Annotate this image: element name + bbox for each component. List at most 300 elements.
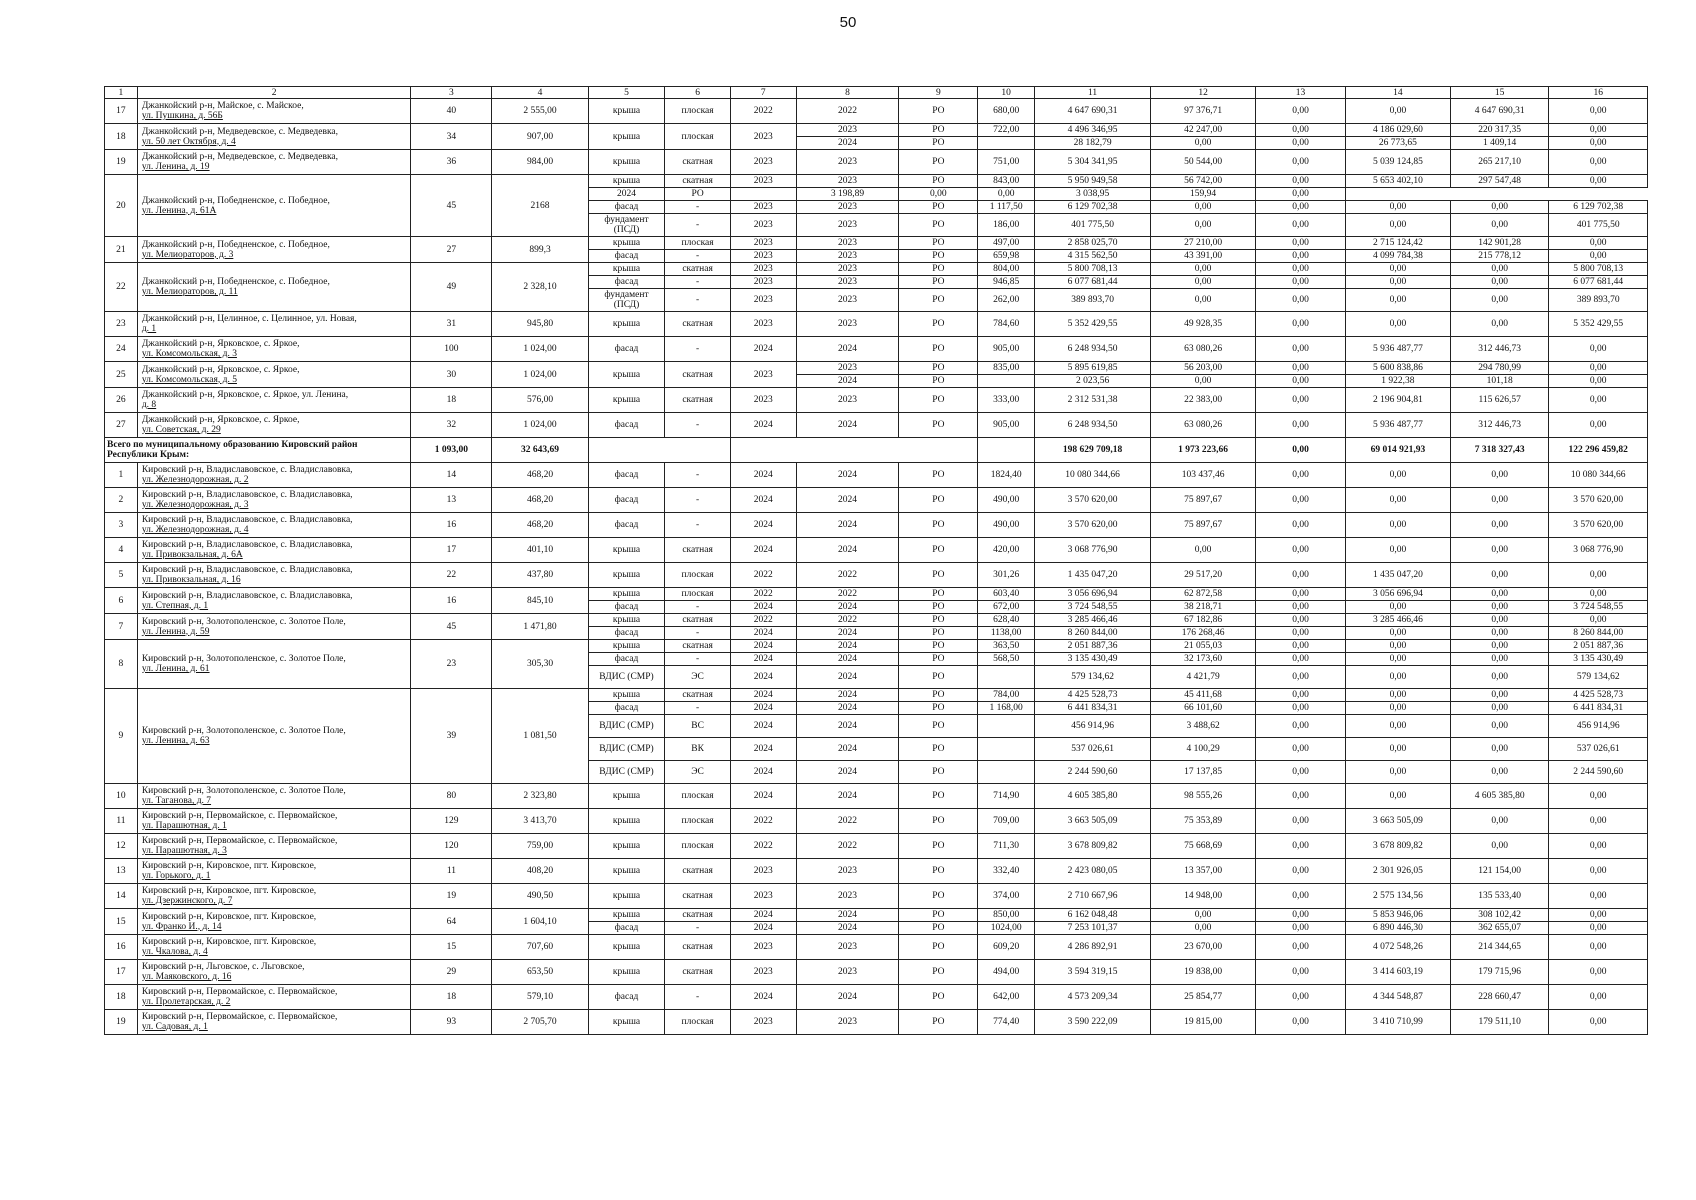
value-cell-c15: 312 446,73 bbox=[1450, 413, 1548, 438]
value-cell-c11: 3 285 466,46 bbox=[1035, 614, 1151, 627]
value-cell-c6: - bbox=[665, 201, 731, 214]
value-cell-c9: РО bbox=[899, 985, 978, 1010]
total-label: Всего по муниципальному образованию Кировский район Республики Крым: bbox=[105, 438, 411, 463]
value-cell-c5: фасад bbox=[588, 601, 665, 614]
value-cell-c12: 75 668,69 bbox=[1151, 834, 1256, 859]
value-cell-c14: 3 678 809,82 bbox=[1345, 834, 1450, 859]
value-cell-c15: 215 778,12 bbox=[1450, 250, 1548, 263]
value-cell-c12: 25 854,77 bbox=[1151, 985, 1256, 1010]
value-cell-c8: 2023 bbox=[796, 150, 899, 175]
address-street: ул. Чкалова, д. 4 bbox=[141, 947, 208, 957]
value-cell-c8: 2023 bbox=[796, 214, 899, 237]
value-cell-c5: ВДИС (СМР) bbox=[588, 715, 665, 738]
area-cell: 468,20 bbox=[492, 513, 588, 538]
value-cell-c13: 0,00 bbox=[1256, 276, 1346, 289]
value-cell-c5: крыша bbox=[588, 884, 665, 909]
value-cell-c11: 8 260 844,00 bbox=[1035, 627, 1151, 640]
address-line: Кировский р-н, Золотополенское, с. Золотое Поле, bbox=[141, 616, 346, 627]
address-line: Кировский р-н, Кировское, пгт. Кировское, bbox=[141, 861, 317, 871]
value-cell-c14: 5 853 946,06 bbox=[1345, 909, 1450, 922]
value-cell-c10: 672,00 bbox=[978, 601, 1035, 614]
value-cell-c5: крыша bbox=[588, 124, 665, 150]
value-cell-c16: 0,00 bbox=[1549, 859, 1648, 884]
value-cell-c8: 2024 bbox=[796, 738, 899, 761]
address-line: Кировский р-н, Кировское, пгт. Кировское, bbox=[141, 911, 317, 922]
value-cell-c10: 946,85 bbox=[978, 276, 1035, 289]
value-cell-c5: крыша bbox=[588, 960, 665, 985]
value-cell-c13: 0,00 bbox=[1256, 563, 1346, 588]
value-cell-c7: 2024 bbox=[730, 985, 796, 1010]
value-cell-c8: 2023 bbox=[796, 175, 899, 188]
value-cell-c6: - bbox=[665, 601, 731, 614]
value-cell-c11: 6 077 681,44 bbox=[1035, 276, 1151, 289]
value-cell-c16: 2 244 590,60 bbox=[1549, 761, 1648, 784]
table-row bbox=[105, 237, 1648, 250]
apartments-cell: 129 bbox=[411, 809, 492, 834]
value-cell-c9: РО bbox=[899, 640, 978, 653]
address-street: ул. Железнодорожная, д. 2 bbox=[141, 475, 249, 485]
value-cell-c16: 0,00 bbox=[1549, 137, 1648, 150]
address-street: д. 8 bbox=[141, 400, 157, 410]
value-cell-c16: 0,00 bbox=[1549, 935, 1648, 960]
value-cell-c13: 0,00 bbox=[1256, 388, 1346, 413]
table-row bbox=[105, 884, 1648, 909]
value-cell-c8: 2024 bbox=[796, 137, 899, 150]
value-cell-c8: 2023 bbox=[796, 263, 899, 276]
value-cell-c11: 5 950 949,58 bbox=[1035, 175, 1151, 188]
area-cell: 408,20 bbox=[492, 859, 588, 884]
address-street: ул. Степная, д. 1 bbox=[141, 600, 209, 611]
value-cell-c13: 0,00 bbox=[1256, 488, 1346, 513]
capital-repair-table bbox=[104, 86, 1648, 1035]
value-cell-c8: 2024 bbox=[796, 413, 899, 438]
value-cell-c11: 2 423 080,05 bbox=[1035, 859, 1151, 884]
column-number-header: 11 bbox=[1035, 87, 1151, 99]
value-cell-c15: 228 660,47 bbox=[1450, 985, 1548, 1010]
value-cell-c13: 0,00 bbox=[1256, 640, 1346, 653]
value-cell-c8: 2024 bbox=[796, 985, 899, 1010]
value-cell-c12: 13 357,00 bbox=[1151, 859, 1256, 884]
value-cell-c13: 0,00 bbox=[1256, 150, 1346, 175]
area-cell: 401,10 bbox=[492, 538, 588, 563]
value-cell-c7: 2023 bbox=[730, 859, 796, 884]
address-cell bbox=[137, 513, 411, 538]
address-line: Кировский р-н, Владиславовское, с. Владиславовка, bbox=[141, 590, 353, 601]
value-cell-c12: 50 544,00 bbox=[1151, 150, 1256, 175]
value-cell-c11: 4 573 209,34 bbox=[1035, 985, 1151, 1010]
value-cell-c6: - bbox=[665, 488, 731, 513]
value-cell-c8: 2024 bbox=[796, 488, 899, 513]
row-number-cell: 17 bbox=[105, 960, 138, 985]
value-cell-c13: 0,00 bbox=[1256, 250, 1346, 263]
value-cell-c16: 0,00 bbox=[1549, 614, 1648, 627]
column-number-header: 4 bbox=[492, 87, 588, 99]
value-cell-c5: крыша bbox=[588, 175, 665, 188]
value-cell-c9: РО bbox=[899, 715, 978, 738]
value-cell-c6: скатная bbox=[665, 614, 731, 627]
value-cell-c11: 2 710 667,96 bbox=[1035, 884, 1151, 909]
value-cell-c15: 179 511,10 bbox=[1450, 1010, 1548, 1035]
value-cell-c10: 835,00 bbox=[978, 362, 1035, 375]
apartments-cell: 93 bbox=[411, 1010, 492, 1035]
value-cell-c6: скатная bbox=[665, 859, 731, 884]
value-cell-c13: 0,00 bbox=[1256, 362, 1346, 375]
area-cell: 1 081,50 bbox=[492, 689, 588, 784]
value-cell-c10: 850,00 bbox=[978, 909, 1035, 922]
address-cell bbox=[137, 150, 411, 175]
value-cell-c15: 0,00 bbox=[1450, 640, 1548, 653]
value-cell-c7: 2024 bbox=[730, 513, 796, 538]
value-cell-c8: 2023 bbox=[796, 884, 899, 909]
value-cell-c12: 176 268,46 bbox=[1151, 627, 1256, 640]
value-cell-c5: крыша bbox=[588, 388, 665, 413]
address-line: Кировский р-н, Владиславовское, с. Владиславовка, bbox=[141, 565, 353, 575]
address-line: Джанкойский р-н, Медведевское, с. Медведевка, bbox=[141, 126, 339, 137]
value-cell-c12: 27 210,00 bbox=[1151, 237, 1256, 250]
value-cell-c5: крыша bbox=[588, 563, 665, 588]
value-cell-c5: ВДИС (СМР) bbox=[588, 666, 665, 689]
value-cell-c13: 0,00 bbox=[1256, 784, 1346, 809]
value-cell-c8: 2024 bbox=[796, 375, 899, 388]
value-cell-c16: 0,00 bbox=[1549, 175, 1648, 188]
value-cell-c10: 1 117,50 bbox=[978, 201, 1035, 214]
value-cell-c16: 0,00 bbox=[1549, 99, 1648, 124]
value-cell-c6: ВС bbox=[665, 715, 731, 738]
value-cell-c10: 714,90 bbox=[978, 784, 1035, 809]
value-cell-c16: 0,00 bbox=[1549, 985, 1648, 1010]
value-cell-c5: фасад bbox=[588, 201, 665, 214]
value-cell-c6: - bbox=[665, 653, 731, 666]
value-cell-c7: 2022 bbox=[730, 809, 796, 834]
value-cell-c14: 3 663 505,09 bbox=[1345, 809, 1450, 834]
value-cell-c12: 0,00 bbox=[1151, 214, 1256, 237]
value-cell-c6: - bbox=[665, 627, 731, 640]
value-cell-c6: скатная bbox=[665, 884, 731, 909]
value-cell-c5: фундамент (ПСД) bbox=[588, 214, 665, 237]
value-cell-c12: 56 203,00 bbox=[1151, 362, 1256, 375]
value-cell-c15: 159,94 bbox=[1151, 188, 1256, 201]
value-cell-c11: 3 135 430,49 bbox=[1035, 653, 1151, 666]
value-cell-c9: РО bbox=[899, 99, 978, 124]
area-cell: 759,00 bbox=[492, 834, 588, 859]
area-cell: 907,00 bbox=[492, 124, 588, 150]
row-number-cell: 18 bbox=[105, 985, 138, 1010]
value-cell-c8: 2022 bbox=[796, 834, 899, 859]
value-cell-c9: РО bbox=[899, 413, 978, 438]
apartments-cell: 11 bbox=[411, 859, 492, 884]
value-cell-c7: 2024 bbox=[730, 488, 796, 513]
value-cell-c5: крыша bbox=[588, 689, 665, 702]
value-cell-c9: РО bbox=[899, 627, 978, 640]
value-cell-c7: 2024 bbox=[730, 689, 796, 702]
value-cell-c9: РО bbox=[899, 289, 978, 312]
value-cell-c15: 0,00 bbox=[1450, 715, 1548, 738]
area-cell: 437,80 bbox=[492, 563, 588, 588]
address-cell bbox=[137, 784, 411, 809]
value-cell-c7: 2023 bbox=[730, 935, 796, 960]
value-cell-c5: крыша bbox=[588, 614, 665, 627]
value-cell-c7: 2023 bbox=[730, 201, 796, 214]
value-cell-c15: 0,00 bbox=[1450, 666, 1548, 689]
value-cell-c9: РО bbox=[899, 859, 978, 884]
row-number-cell: 22 bbox=[105, 263, 138, 312]
value-cell-c7: 2023 bbox=[730, 388, 796, 413]
value-cell-c12: 0,00 bbox=[1151, 137, 1256, 150]
value-cell-c16: 0,00 bbox=[1549, 150, 1648, 175]
row-number-cell: 3 bbox=[105, 513, 138, 538]
value-cell-c11: 7 253 101,37 bbox=[1035, 922, 1151, 935]
value-cell-c8: 2024 bbox=[796, 337, 899, 362]
value-cell-c15: 0,00 bbox=[1450, 809, 1548, 834]
address-street: ул. Ленина, д. 61А bbox=[141, 205, 217, 216]
value-cell-c6: плоская bbox=[665, 124, 731, 150]
value-cell-c11: 6 248 934,50 bbox=[1035, 413, 1151, 438]
value-cell-c15: 312 446,73 bbox=[1450, 337, 1548, 362]
value-cell-c12: 22 383,00 bbox=[1151, 388, 1256, 413]
address-street: ул. Железнодорожная, д. 3 bbox=[141, 500, 249, 510]
value-cell-c11: 6 248 934,50 bbox=[1035, 337, 1151, 362]
value-cell-c10: 1024,00 bbox=[978, 922, 1035, 935]
row-number-cell: 5 bbox=[105, 563, 138, 588]
value-cell-c13: 0,00 bbox=[1256, 375, 1346, 388]
table-row bbox=[105, 1010, 1648, 1035]
value-cell-c5: фасад bbox=[588, 337, 665, 362]
address-street: ул. Привокзальная, д. 6А bbox=[141, 550, 243, 560]
value-cell-c9: РО bbox=[899, 276, 978, 289]
address-street: ул. Парашютная, д. 3 bbox=[141, 846, 227, 856]
value-cell-c14: 4 099 784,38 bbox=[1345, 250, 1450, 263]
value-cell-c9: РО bbox=[899, 375, 978, 388]
value-cell-c13: 0,00 bbox=[1256, 263, 1346, 276]
area-cell: 1 024,00 bbox=[492, 362, 588, 388]
table-row bbox=[105, 859, 1648, 884]
address-line: Кировский р-н, Золотополенское, с. Золотое Поле, bbox=[141, 786, 346, 796]
address-line: Джанкойский р-н, Победненское, с. Победное, bbox=[141, 239, 330, 250]
row-number-cell: 10 bbox=[105, 784, 138, 809]
value-cell-c12: 103 437,46 bbox=[1151, 463, 1256, 488]
value-cell-c9: РО bbox=[899, 809, 978, 834]
value-cell-c11: 5 895 619,85 bbox=[1035, 362, 1151, 375]
value-cell-c11: 3 594 319,15 bbox=[1035, 960, 1151, 985]
value-cell-c14: 0,00 bbox=[1345, 689, 1450, 702]
value-cell-c6: скатная bbox=[665, 150, 731, 175]
value-cell-c16: 456 914,96 bbox=[1549, 715, 1648, 738]
value-cell-c13: 0,00 bbox=[1256, 175, 1346, 188]
value-cell-c5: крыша bbox=[588, 859, 665, 884]
area-cell: 490,50 bbox=[492, 884, 588, 909]
address-line: Джанкойский р-н, Победненское, с. Победное, bbox=[141, 277, 330, 287]
value-cell-c8: 2023 bbox=[796, 250, 899, 263]
value-cell-c14: 3 056 696,94 bbox=[1345, 588, 1450, 601]
value-cell-c12: 49 928,35 bbox=[1151, 312, 1256, 337]
area-cell: 3 413,70 bbox=[492, 809, 588, 834]
value-cell-c12: 14 948,00 bbox=[1151, 884, 1256, 909]
value-cell-c9: РО bbox=[899, 884, 978, 909]
value-cell-c13: 0,00 bbox=[1256, 909, 1346, 922]
value-cell-c13: 0,00 bbox=[1256, 513, 1346, 538]
value-cell-c8: 2022 bbox=[796, 588, 899, 601]
value-cell-c14: 2 575 134,56 bbox=[1345, 884, 1450, 909]
value-cell-c15: 1 409,14 bbox=[1450, 137, 1548, 150]
value-cell-c13: 0,00 bbox=[1256, 715, 1346, 738]
value-cell-c8: 2024 bbox=[796, 653, 899, 666]
value-cell-c14: 4 186 029,60 bbox=[1345, 124, 1450, 137]
value-cell-c10: 420,00 bbox=[978, 538, 1035, 563]
value-cell-c13: 0,00 bbox=[1256, 413, 1346, 438]
value-cell-c7: 2024 bbox=[730, 666, 796, 689]
value-cell-c10 bbox=[978, 738, 1035, 761]
value-cell-c16: 6 441 834,31 bbox=[1549, 702, 1648, 715]
value-cell-c10: 333,00 bbox=[978, 388, 1035, 413]
value-cell-c10: 568,50 bbox=[978, 653, 1035, 666]
value-cell-c10: 1824,40 bbox=[978, 463, 1035, 488]
address-cell bbox=[137, 935, 411, 960]
value-cell-c6: плоская bbox=[665, 1010, 731, 1035]
address-cell bbox=[137, 175, 411, 237]
value-cell-c16: 6 077 681,44 bbox=[1549, 276, 1648, 289]
address-street: ул. Пушкина, д. 56Б bbox=[141, 111, 223, 121]
address-cell bbox=[137, 362, 411, 388]
value-cell-c6: скатная bbox=[665, 909, 731, 922]
value-cell-c7: 2024 bbox=[730, 761, 796, 784]
value-cell-c11: 537 026,61 bbox=[1035, 738, 1151, 761]
apartments-cell: 30 bbox=[411, 362, 492, 388]
header-row bbox=[105, 87, 1648, 99]
row-number-cell: 6 bbox=[105, 588, 138, 614]
area-cell: 2 705,70 bbox=[492, 1010, 588, 1035]
value-cell-c11: 4 425 528,73 bbox=[1035, 689, 1151, 702]
value-cell-c15: 0,00 bbox=[1450, 834, 1548, 859]
value-cell-c11: 6 129 702,38 bbox=[1035, 201, 1151, 214]
value-cell-c15: 142 901,28 bbox=[1450, 237, 1548, 250]
value-cell-c8: 2023 bbox=[796, 362, 899, 375]
value-cell-c15: 0,00 bbox=[1450, 488, 1548, 513]
value-cell-c14: 0,00 bbox=[1345, 702, 1450, 715]
value-cell-c14: 6 890 446,30 bbox=[1345, 922, 1450, 935]
value-cell-c11: 389 893,70 bbox=[1035, 289, 1151, 312]
capital-repair-table-container bbox=[104, 86, 1648, 1035]
address-cell bbox=[137, 809, 411, 834]
total-c16: 122 296 459,82 bbox=[1549, 438, 1648, 463]
value-cell-c10: 262,00 bbox=[978, 289, 1035, 312]
value-cell-c7: 2024 bbox=[730, 413, 796, 438]
value-cell-c9: РО bbox=[899, 214, 978, 237]
value-cell-c13: 0,00 bbox=[1256, 761, 1346, 784]
value-cell-c6: - bbox=[665, 985, 731, 1010]
value-cell-c9: РО bbox=[899, 312, 978, 337]
value-cell-c16: 0,00 bbox=[1549, 250, 1648, 263]
area-cell: 1 604,10 bbox=[492, 909, 588, 935]
address-line: Кировский р-н, Кировское, пгт. Кировское, bbox=[141, 937, 317, 947]
value-cell-c7: 2023 bbox=[730, 214, 796, 237]
value-cell-c6: - bbox=[665, 276, 731, 289]
value-cell-c6: - bbox=[665, 702, 731, 715]
value-cell-c16: 0,00 bbox=[1549, 588, 1648, 601]
address-street: ул. Комсомольская, д. 5 bbox=[141, 374, 237, 385]
value-cell-c9: РО bbox=[899, 960, 978, 985]
column-number-header: 10 bbox=[978, 87, 1035, 99]
value-cell-c15: 0,00 bbox=[1450, 588, 1548, 601]
column-number-header: 13 bbox=[1256, 87, 1346, 99]
area-cell: 2168 bbox=[492, 175, 588, 237]
value-cell-c6: ВК bbox=[665, 738, 731, 761]
apartments-cell: 29 bbox=[411, 960, 492, 985]
value-cell-c10: 784,60 bbox=[978, 312, 1035, 337]
value-cell-c16: 3 570 620,00 bbox=[1549, 513, 1648, 538]
value-cell-c14: 0,00 bbox=[1345, 715, 1450, 738]
value-cell-c12: 3 488,62 bbox=[1151, 715, 1256, 738]
value-cell-c5: фасад bbox=[588, 653, 665, 666]
value-cell-c15: 0,00 bbox=[1450, 761, 1548, 784]
value-cell-c11: 2 312 531,38 bbox=[1035, 388, 1151, 413]
value-cell-c12: 0,00 bbox=[1151, 922, 1256, 935]
address-line: Кировский р-н, Первомайское, с. Первомайское, bbox=[141, 811, 338, 821]
apartments-cell: 64 bbox=[411, 909, 492, 935]
value-cell-c13: 0,00 bbox=[1256, 738, 1346, 761]
value-cell-c16: 2 051 887,36 bbox=[1549, 640, 1648, 653]
value-cell-c11: 3 056 696,94 bbox=[1035, 588, 1151, 601]
value-cell-c10 bbox=[730, 188, 796, 201]
address-line: Кировский р-н, Первомайское, с. Первомайское, bbox=[141, 987, 338, 997]
value-cell-c13: 0,00 bbox=[1256, 99, 1346, 124]
value-cell-c9: РО bbox=[899, 250, 978, 263]
value-cell-c7: 2022 bbox=[730, 563, 796, 588]
value-cell-c5: крыша bbox=[588, 935, 665, 960]
address-cell bbox=[137, 859, 411, 884]
value-cell-c12: 63 080,26 bbox=[1151, 413, 1256, 438]
value-cell-c7: 2024 bbox=[730, 538, 796, 563]
value-cell-c16: 0,00 bbox=[1549, 124, 1648, 137]
value-cell-c5: ВДИС (СМР) bbox=[588, 738, 665, 761]
column-number-header: 9 bbox=[899, 87, 978, 99]
value-cell-c10: 709,00 bbox=[978, 809, 1035, 834]
value-cell-c13: 0,00 bbox=[1256, 137, 1346, 150]
value-cell-c11: 10 080 344,66 bbox=[1035, 463, 1151, 488]
value-cell-c16: 401 775,50 bbox=[1549, 214, 1648, 237]
value-cell-c8: 2024 bbox=[796, 666, 899, 689]
value-cell-c8: 2023 bbox=[796, 859, 899, 884]
table-row bbox=[105, 834, 1648, 859]
value-cell-c10 bbox=[978, 715, 1035, 738]
address-street: ул. Пролетарская, д. 2 bbox=[141, 997, 231, 1007]
address-street: ул. Мелиораторов, д. 3 bbox=[141, 249, 234, 260]
column-number-header: 2 bbox=[137, 87, 411, 99]
table-row bbox=[105, 935, 1648, 960]
address-line: Джанкойский р-н, Медведевское, с. Медведевка, bbox=[141, 152, 339, 162]
area-cell: 1 024,00 bbox=[492, 413, 588, 438]
value-cell-c5: крыша bbox=[588, 150, 665, 175]
value-cell-c7: 2024 bbox=[730, 653, 796, 666]
value-cell-c5: крыша bbox=[588, 1010, 665, 1035]
value-cell-c5: крыша bbox=[588, 809, 665, 834]
value-cell-c15: 0,00 bbox=[1450, 653, 1548, 666]
value-cell-c5: фасад bbox=[588, 627, 665, 640]
value-cell-c7: 2023 bbox=[730, 1010, 796, 1035]
address-cell bbox=[137, 1010, 411, 1035]
value-cell-c13: 0,00 bbox=[1256, 124, 1346, 137]
row-number-cell: 19 bbox=[105, 1010, 138, 1035]
value-cell-c11: 28 182,79 bbox=[1035, 137, 1151, 150]
address-cell bbox=[137, 237, 411, 263]
table-row bbox=[105, 362, 1648, 375]
value-cell-c6: скатная bbox=[665, 960, 731, 985]
value-cell-c6: - bbox=[665, 463, 731, 488]
value-cell-c6: плоская bbox=[665, 784, 731, 809]
value-cell-c11: 3 198,89 bbox=[796, 188, 899, 201]
value-cell-c16: 3 135 430,49 bbox=[1549, 653, 1648, 666]
value-cell-c10: 722,00 bbox=[978, 124, 1035, 137]
value-cell-c10: 1 168,00 bbox=[978, 702, 1035, 715]
